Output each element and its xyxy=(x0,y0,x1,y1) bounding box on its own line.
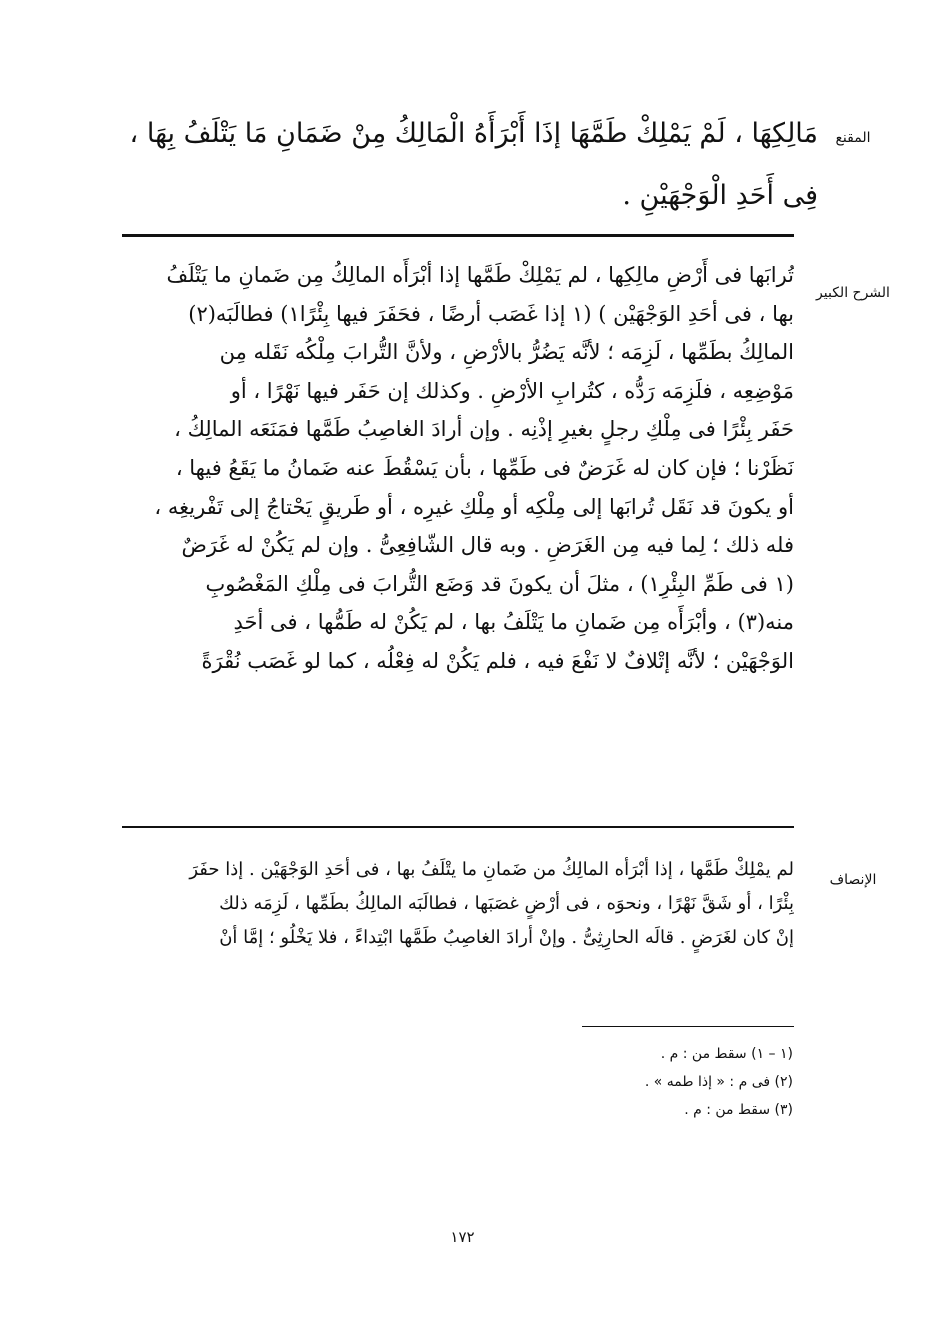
sharh-line: مَوْضِعِه ، فلَزِمَه رَدُّه ، كتُرابِ الأرْضِ . وكذلك إن حَفَر فيها نَهْرًا ، أو xyxy=(230,378,794,403)
section-label-muqni: المقنع xyxy=(835,130,871,146)
insaf-line: بِئْرًا ، أو شَقَّ نَهْرًا ، ونحوَه ، فى أرْضٍ غصَبَها ، فطالَبَه المالِكُ بطَمِّها ، لَزِمَه ذلك xyxy=(219,893,794,914)
insaf-text xyxy=(118,853,794,955)
muqni-text xyxy=(118,103,818,227)
sharh-line: أو يكونَ قد نَقَل تُرابَها إلى مِلْكِه أو مِلْكِ غيرِه ، أو طَريقٍ يَحْتاجُ إلى تَفْريغِه ، xyxy=(154,494,794,519)
footnote: (١ – ١) سقط من : م . xyxy=(660,1046,793,1062)
insaf-line: إنْ كان لغَرَضٍ . قالَه الحارِثِىُّ . وإنْ أرادَ الغاصِبُ طَمَّها ابْتِداءً ، فلا يَخْلُو ؛ إمَّا أنْ xyxy=(219,927,794,948)
section-divider-thin xyxy=(122,826,794,828)
page-number: ١٧٢ xyxy=(450,1228,475,1246)
insaf-line: لم يمْلِكْ طَمَّها ، إذا أبْرَأه المالِكُ من ضَمانِ ما يتْلَفُ بها ، فى أحَدِ الوَجْهَيْن . إذا حفَرَ xyxy=(189,859,794,880)
section-divider-thick xyxy=(122,234,794,237)
sharh-line: (١ فى طَمِّ البِئْرِ١) ، مثلَ أن يكونَ قد وَضَع التُّرابَ فى مِلْكِ المَغْصُوبِ xyxy=(205,571,794,596)
section-label-sharh: الشرح الكبير xyxy=(816,285,890,301)
muqni-line: مَالِكِهَا ، لَمْ يَمْلِكْ طَمَّهَا إذَا أَبْرَأَهُ الْمَالِكُ مِنْ ضَمَانِ مَا يَتْلَفُ بِهَا ، xyxy=(129,118,818,149)
footnote: (٢) فى م : « إذا طمه » . xyxy=(644,1074,793,1090)
section-label-insaf: الإنصاف xyxy=(829,872,877,888)
muqni-line: فِى أَحَدِ الْوَجْهَيْنِ . xyxy=(622,180,818,211)
sharh-line: الوَجْهَيْن ؛ لأنَّه إتْلافٌ لا نَفْعَ فيه ، فلم يَكُنْ له فِعْلُه ، كما لو غَصَب نُقْرَةً xyxy=(201,648,794,673)
footnote: (٣) سقط من : م . xyxy=(684,1102,793,1118)
sharh-line: المالِكُ بطَمِّها ، لَزِمَه ؛ لأنَّه يَضُرُّ بالأرْضِ ، ولأنَّ التُّرابَ مِلْكُه نَقَله مِن xyxy=(219,340,794,365)
sharh-line: منه(٣) ، وأبْرَأَه مِن ضَمانِ ما يَتْلَفُ بها ، لم يَكُنْ له طَمُّها ، فى أحَدِ xyxy=(233,610,794,635)
footnotes xyxy=(645,1040,793,1124)
sharh-line: تُرابَها فى أَرْضِ مالِكِها ، لم يَمْلِكْ طَمَّها إذا أبْرَأَه المالِكُ مِن ضَمانِ ما يَتْلَفُ xyxy=(166,263,794,287)
sharh-line: فله ذلك ؛ لِما فيه مِن الغَرَضِ . وبه قال الشّافِعِىُّ . وإن لم يَكُنْ له غَرَضٌ xyxy=(181,533,794,558)
footnote-divider xyxy=(582,1026,794,1027)
sharh-line: بها ، فى أحَدِ الوَجْهَيْن ) (١ إذا غَصَب أرضًا ، فحَفَرَ فيها بِئْرًا١) فطالَبَه(٢) xyxy=(188,301,794,326)
sharh-text xyxy=(118,256,794,681)
sharh-line: نَظَرْنا ؛ فإن كان له غَرَضٌ فى طَمِّها ، بأن يَسْقُطَ عنه ضَمانُ ما يَقَعُ فيها ، xyxy=(175,455,794,480)
sharh-line: حَفَر بِئْرًا فى مِلْكِ رجلٍ بغيرِ إذْنِه . وإن أرادَ الغاصِبُ طَمَّها فمَنَعَه المالِكُ ، xyxy=(174,417,794,442)
